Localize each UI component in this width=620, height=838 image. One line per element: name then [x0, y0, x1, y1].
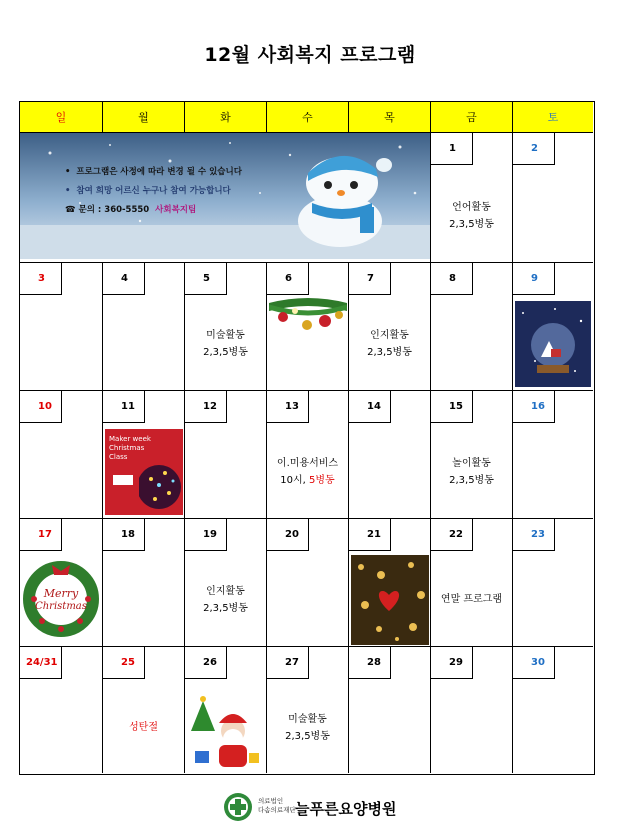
day-number: 26	[185, 647, 227, 679]
weekday-fri: 금	[431, 102, 513, 133]
weekday-tue: 화	[185, 102, 267, 133]
day-cell-4	[103, 263, 185, 391]
day-number: 24/31	[20, 647, 62, 679]
christmas-lights-image	[351, 555, 429, 645]
day-cell-22	[431, 519, 513, 647]
christmas-garland-image	[269, 297, 347, 337]
day-number: 5	[185, 263, 227, 295]
activity-name: 이.미용서비스	[276, 458, 339, 469]
day-number: 8	[431, 263, 473, 295]
snow-globe-image	[515, 301, 591, 387]
day-cell-2	[513, 133, 593, 263]
day-number: 25	[103, 647, 145, 679]
activity-time-wards: 10시, 5병동	[280, 475, 335, 486]
notice-line-2: • 참여 희망 어르신 누구나 참여 가능합니다	[65, 186, 231, 196]
day-number: 11	[103, 391, 145, 423]
day-number: 21	[349, 519, 391, 551]
day-cell-18	[103, 519, 185, 647]
day-number: 10	[20, 391, 62, 423]
activity-wards: 2,3,5병동	[203, 347, 248, 358]
day-cell-24-31	[20, 647, 103, 773]
santa-image	[189, 691, 261, 771]
day-cell-19	[185, 519, 267, 647]
weekday-sun: 일	[20, 102, 103, 133]
day-number: 29	[431, 647, 473, 679]
day-number: 17	[20, 519, 62, 551]
day-cell-9	[513, 263, 593, 391]
day-cell-23	[513, 519, 593, 647]
day-cell-21	[349, 519, 431, 647]
day-number: 2	[513, 133, 555, 165]
notice-text	[65, 163, 242, 220]
day-number: 18	[103, 519, 145, 551]
day-number: 28	[349, 647, 391, 679]
day-cell-7	[349, 263, 431, 391]
day-number: 3	[20, 263, 62, 295]
day-number: 4	[103, 263, 145, 295]
day-number: 14	[349, 391, 391, 423]
activity-wards: 2,3,5병동	[449, 475, 494, 486]
day-cell-13	[267, 391, 349, 519]
day-cell-10	[20, 391, 103, 519]
day-cell-30	[513, 647, 593, 773]
day-cell-20	[267, 519, 349, 647]
day-number: 7	[349, 263, 391, 295]
day-cell-12	[185, 391, 267, 519]
day-number: 6	[267, 263, 309, 295]
activity-wards: 2,3,5병동	[203, 603, 248, 614]
day-cell-29	[431, 647, 513, 773]
day-cell-5	[185, 263, 267, 391]
day-cell-26	[185, 647, 267, 773]
maker-week-poster-image: Maker week Christmas Class	[105, 429, 183, 515]
weekday-mon: 월	[103, 102, 185, 133]
weekday-sat: 토	[513, 102, 593, 133]
activity-name: 놀이활동	[452, 458, 491, 469]
activity-wards: 2,3,5병동	[449, 219, 494, 230]
day-number: 1	[431, 133, 473, 165]
day-cell-27	[267, 647, 349, 773]
weekday-wed: 수	[267, 102, 349, 133]
day-number: 15	[431, 391, 473, 423]
day-cell-28	[349, 647, 431, 773]
day-number: 16	[513, 391, 555, 423]
footer-org: 의료법인 다솜의료재단	[258, 797, 296, 814]
day-cell-11	[103, 391, 185, 519]
day-number: 19	[185, 519, 227, 551]
notice-line-1: • 프로그램은 사정에 따라 변경 될 수 있습니다	[65, 167, 242, 177]
activity-name: 미술활동	[288, 714, 327, 725]
day-cell-17	[20, 519, 103, 647]
activity-name: 인지활동	[370, 330, 409, 341]
day-cell-8	[431, 263, 513, 391]
activity-name: 성탄절	[129, 722, 158, 733]
hospital-logo-icon	[223, 792, 253, 822]
activity-wards: 2,3,5병동	[285, 731, 330, 742]
svg-text:Christmas: Christmas	[35, 601, 87, 612]
activity-name: 인지활동	[206, 586, 245, 597]
activity-wards: 2,3,5병동	[367, 347, 412, 358]
day-number: 22	[431, 519, 473, 551]
activity-name: 미술활동	[206, 330, 245, 341]
day-number: 12	[185, 391, 227, 423]
day-number: 20	[267, 519, 309, 551]
hospital-name: 늘푸른요양병원	[295, 800, 397, 818]
page-title: 12월 사회복지 프로그램	[204, 44, 416, 66]
day-cell-1	[431, 133, 513, 263]
activity-name: 연말 프로그램	[440, 594, 503, 605]
svg-text:Merry: Merry	[43, 587, 79, 600]
day-cell-16	[513, 391, 593, 519]
day-number: 13	[267, 391, 309, 423]
calendar	[19, 101, 595, 775]
day-cell-6	[267, 263, 349, 391]
day-number: 30	[513, 647, 555, 679]
day-number: 27	[267, 647, 309, 679]
weekday-thu: 목	[349, 102, 431, 133]
day-cell-15	[431, 391, 513, 519]
day-cell-25	[103, 647, 185, 773]
notice-cell	[20, 133, 431, 263]
day-cell-14	[349, 391, 431, 519]
activity-name: 언어활동	[452, 202, 491, 213]
day-number: 9	[513, 263, 555, 295]
day-cell-3	[20, 263, 103, 391]
day-number: 23	[513, 519, 555, 551]
christmas-wreath-image	[22, 557, 100, 637]
notice-line-3: ☎ 문의 : 360-5550 사회복지팀	[65, 205, 197, 215]
